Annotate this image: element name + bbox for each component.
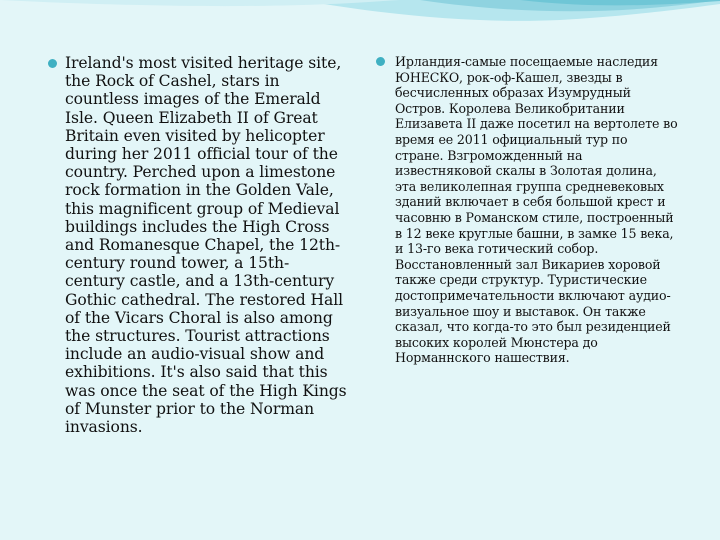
russian-paragraph: Ирландия-самые посещаемые наследия ЮНЕСКО, рок-оф-Кашел, звезды в бесчисленных образах Изумрудный Остров. Королева Великобритании Елизавета II даже посетил на вертолете во время ее 2011 официальный тур по стране. Взгроможденный на известняковой скалы в Золотая долина, эта великолепная группа средневековых зданий включает в себя большой крест и часовню в Романском стиле, построенный в 12 веке круглые башни, в замке 15 века, и 13-го века готический собор. Восстановленный зал Викариев хоровой также среди структур. Туристические достопримечательности включают аудио-визуальное шоу и выставок. Он также сказал, что когда-то это был резиденцией высоких королей Мюнстера до Норманнского нашествия. [395, 54, 678, 366]
russian-column [376, 54, 678, 366]
header-wave-decoration [0, 0, 720, 60]
english-paragraph: Ireland's most visited heritage site, the Rock of Cashel, stars in countless images of the Emerald Isle. Queen Elizabeth II of Great Britain even visited by helicopter during her 2011 official tour of the country. Perched upon a limestone rock formation in the Golden Vale, this magnificent group of Medieval buildings includes the High Cross and Romanesque Chapel, the 12th-century round tower, a 15th-century castle, and a 13th-century Gothic cathedral. The restored Hall of the Vicars Choral is also among the structures. Tourist attractions include an audio-visual show and exhibitions. It's also said that this was once the seat of the High Kings of Munster prior to the Norman invasions. [65, 54, 347, 437]
english-column [48, 54, 348, 436]
bullet-icon [48, 59, 57, 68]
bullet-icon [376, 57, 385, 66]
